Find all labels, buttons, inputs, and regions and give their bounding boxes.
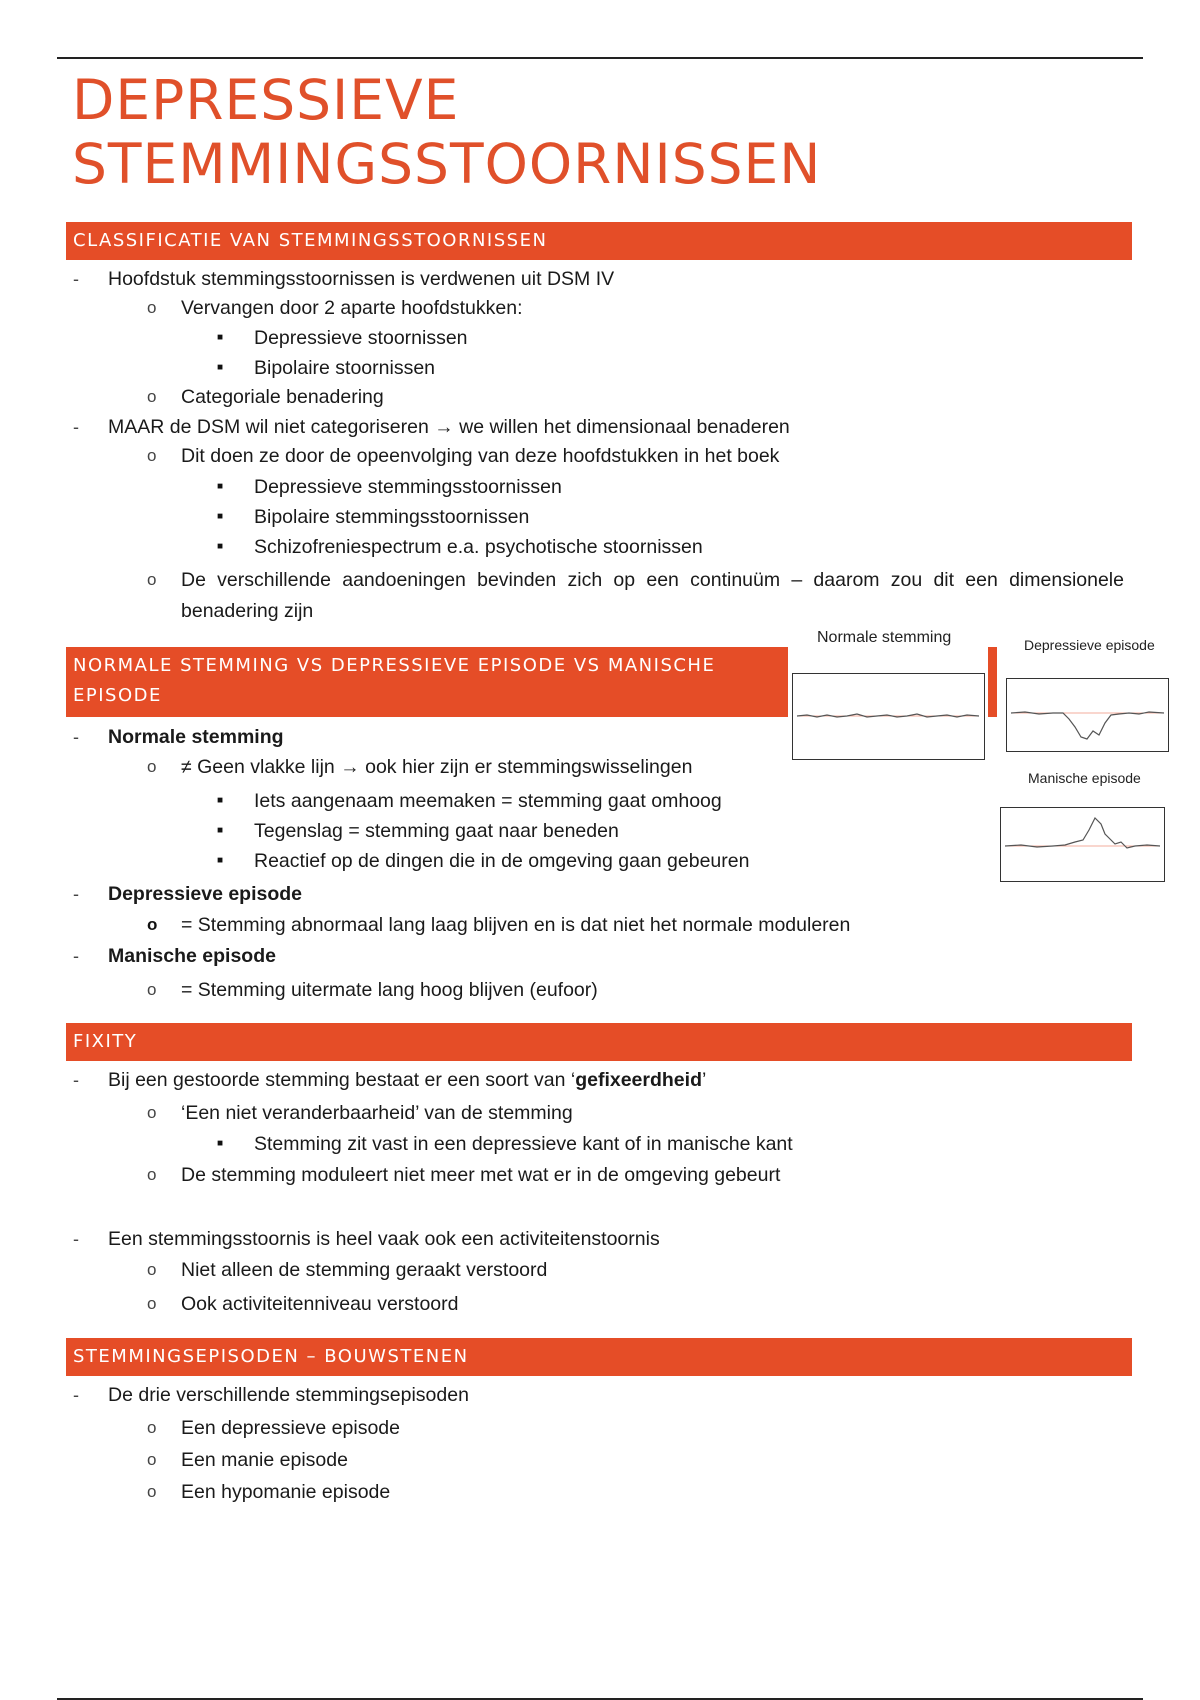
orange-marker bbox=[988, 647, 997, 717]
list-item: ‘Een niet veranderbaarheid’ van de stemming bbox=[181, 1102, 573, 1124]
heading-line-2: EPISODE bbox=[73, 685, 162, 706]
list-item: Iets aangenaam meemaken = stemming gaat omhoog bbox=[254, 790, 722, 812]
mood-line bbox=[797, 714, 979, 717]
dash-bullet: - bbox=[73, 1385, 79, 1405]
square-bullet: ■ bbox=[217, 332, 224, 343]
list-item: Een hypomanie episode bbox=[181, 1481, 391, 1503]
list-item: Bipolaire stemmingsstoornissen bbox=[254, 506, 530, 528]
list-item: Depressieve stemmingsstoornissen bbox=[254, 476, 562, 498]
page-title bbox=[72, 68, 821, 196]
list-item: MAAR de DSM wil niet categoriseren → we willen het dimensionaal benaderen bbox=[108, 416, 790, 438]
dash-bullet: - bbox=[73, 884, 79, 904]
list-item: Reactief op de dingen die in de omgeving gaan gebeuren bbox=[254, 850, 750, 872]
circle-bullet: o bbox=[147, 446, 157, 465]
list-item: Categoriale benadering bbox=[181, 386, 384, 408]
circle-bullet: o bbox=[147, 298, 157, 317]
dash-bullet: - bbox=[73, 1070, 79, 1090]
circle-bullet: o bbox=[147, 387, 157, 406]
list-item: Een stemmingsstoornis is heel vaak ook een activiteitenstoornis bbox=[108, 1228, 660, 1250]
list-item: = Stemming uitermate lang hoog blijven (eufoor) bbox=[181, 979, 598, 1001]
square-bullet: ■ bbox=[217, 825, 224, 836]
circle-bullet: o bbox=[147, 570, 157, 589]
mood-line bbox=[1011, 712, 1164, 739]
square-bullet: ■ bbox=[217, 1138, 224, 1149]
list-item: Stemming zit vast in een depressieve kant of in manische kant bbox=[254, 1133, 793, 1155]
list-item: Bipolaire stoornissen bbox=[254, 357, 436, 379]
list-item: Schizofreniespectrum e.a. psychotische stoornissen bbox=[254, 536, 703, 558]
dash-bullet: - bbox=[73, 417, 79, 437]
square-bullet: ■ bbox=[217, 855, 224, 866]
circle-bullet: o bbox=[147, 1165, 157, 1184]
dash-bullet: - bbox=[73, 946, 79, 966]
list-item: = Stemming abnormaal lang laag blijven en is dat niet het normale moduleren bbox=[181, 914, 851, 936]
top-rule bbox=[57, 57, 1143, 59]
list-item: De stemming moduleert niet meer met wat er in de omgeving gebeurt bbox=[181, 1164, 781, 1186]
manic-mood-graph bbox=[1000, 807, 1165, 882]
section-heading-bouwstenen: STEMMINGSEPISODEN – BOUWSTENEN bbox=[66, 1338, 1132, 1376]
list-item: ≠ Geen vlakke lijn → ook hier zijn er stemmingswisselingen bbox=[181, 756, 693, 778]
circle-bullet: o bbox=[147, 980, 157, 999]
section-heading-fixity: FIXITY bbox=[66, 1023, 1132, 1061]
circle-bullet: o bbox=[147, 1260, 157, 1279]
list-item: De drie verschillende stemmingsepisoden bbox=[108, 1384, 469, 1406]
dash-bullet: - bbox=[73, 269, 79, 289]
list-item: Een manie episode bbox=[181, 1449, 348, 1471]
text-part: Bij een gestoorde stemming bestaat er een soort van ‘ bbox=[108, 1069, 576, 1091]
list-item: Normale stemming bbox=[108, 726, 284, 748]
depressive-mood-svg bbox=[1007, 679, 1168, 751]
list-item: Ook activiteitenniveau verstoord bbox=[181, 1293, 459, 1315]
list-item: Een depressieve episode bbox=[181, 1417, 400, 1439]
square-bullet: ■ bbox=[217, 795, 224, 806]
depressive-mood-graph bbox=[1006, 678, 1169, 752]
square-bullet: ■ bbox=[217, 362, 224, 373]
mood-line bbox=[1005, 818, 1160, 848]
figure-caption-depressive: Depressieve episode bbox=[1024, 637, 1155, 653]
circle-bullet: o bbox=[147, 1418, 157, 1437]
circle-bullet: o bbox=[147, 757, 157, 776]
heading-line-1: NORMALE STEMMING VS DEPRESSIEVE EPISODE VS MANISCHE bbox=[73, 655, 716, 676]
list-item: Vervangen door 2 aparte hoofdstukken: bbox=[181, 297, 523, 319]
figure-caption-normal: Normale stemming bbox=[817, 629, 952, 646]
normal-mood-svg bbox=[793, 674, 984, 759]
section-heading-classificatie: CLASSIFICATIE VAN STEMMINGSSTOORNISSEN bbox=[66, 222, 1132, 260]
list-item: Depressieve episode bbox=[108, 883, 303, 905]
list-item: Manische episode bbox=[108, 945, 276, 967]
list-item: Tegenslag = stemming gaat naar beneden bbox=[254, 820, 619, 842]
list-item: De verschillende aandoeningen bevinden zich op een continuüm – daarom zou dit een dimensionele benadering zijn bbox=[181, 569, 1124, 622]
text-part: ’ bbox=[701, 1069, 707, 1091]
figure-caption-manic: Manische episode bbox=[1028, 770, 1141, 786]
list-item: Dit doen ze door de opeenvolging van deze hoofdstukken in het boek bbox=[181, 445, 780, 467]
title-line-2: STEMMINGSSTOORNISSEN bbox=[72, 132, 822, 196]
title-line-1: DEPRESSIEVE bbox=[72, 68, 460, 132]
circle-bullet: o bbox=[147, 1294, 157, 1313]
manic-mood-svg bbox=[1001, 808, 1164, 881]
section-heading-normale bbox=[66, 647, 788, 717]
circle-bullet: o bbox=[147, 1482, 157, 1501]
circle-bullet: o bbox=[147, 1103, 157, 1122]
list-item: Niet alleen de stemming geraakt verstoord bbox=[181, 1259, 548, 1281]
list-item: Depressieve stoornissen bbox=[254, 327, 468, 349]
list-item bbox=[108, 1067, 706, 1093]
circle-bullet: o bbox=[147, 915, 158, 934]
dash-bullet: - bbox=[73, 727, 79, 747]
square-bullet: ■ bbox=[217, 481, 224, 492]
circle-bullet: o bbox=[147, 1450, 157, 1469]
square-bullet: ■ bbox=[217, 541, 224, 552]
square-bullet: ■ bbox=[217, 511, 224, 522]
list-item: Hoofdstuk stemmingsstoornissen is verdwenen uit DSM IV bbox=[108, 268, 615, 290]
emphasis-gefixeerdheid: gefixeerdheid bbox=[575, 1069, 702, 1091]
dash-bullet: - bbox=[73, 1229, 79, 1249]
normal-mood-graph bbox=[792, 673, 985, 760]
